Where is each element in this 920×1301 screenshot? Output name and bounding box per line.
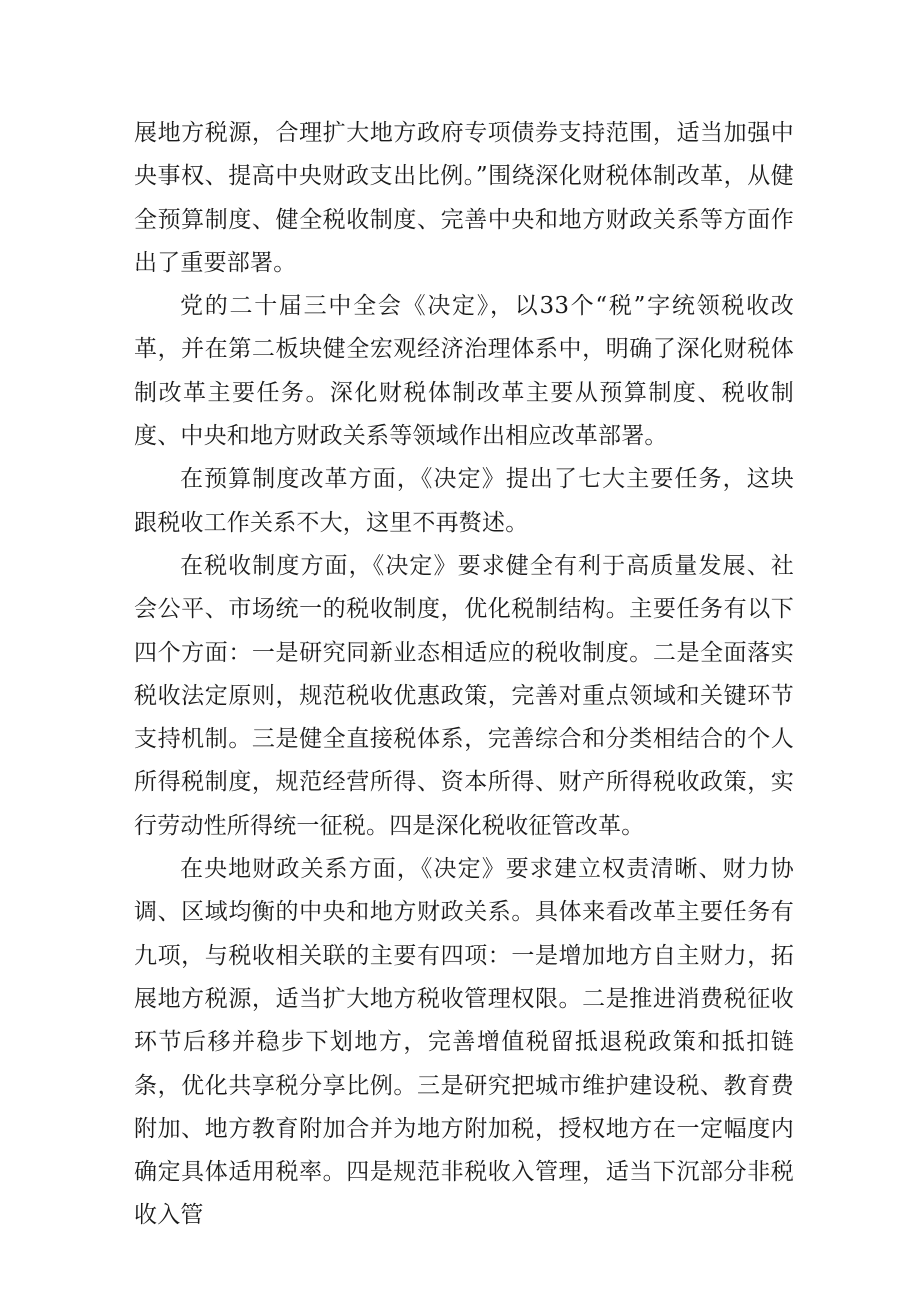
document-body <box>134 112 794 1238</box>
paragraph-continuation: 展地方税源，合理扩大地方政府专项债券支持范围，适当加强中央事权、提高中央财政支出比例。”围绕深化财税体制改革，从健全预算制度、健全税收制度、完善中央和地方财政关系等方面作出了重要部署。 <box>134 120 794 276</box>
paragraph-plenum-decision: 党的二十届三中全会《决定》，以33个“税”字统领税收改革，并在第二板块健全宏观经济治理体系中，明确了深化财税体制改革主要任务。深化财税体制改革主要从预算制度、税收制度、中央和地方财政关系等领域作出相应改革部署。 <box>134 293 794 450</box>
paragraph-central-local-finance: 在央地财政关系方面，《决定》要求建立权责清晰、财力协调、区域均衡的中央和地方财政关系。具体来看改革主要任务有九项，与税收相关联的主要有四项：一是增加地方自主财力，拓展地方税源，适当扩大地方税收管理权限。二是推进消费税征收环节后移并稳步下划地方，完善增值税留抵退税政策和抵扣链条，优化共享税分享比例。三是研究把城市维护建设税、教育费附加、地方教育附加合并为地方附加税，授权地方在一定幅度内确定具体适用税率。四是规范非税收入管理，适当下沉部分非税收入管 <box>134 856 794 1229</box>
paragraph-budget-reform: 在预算制度改革方面，《决定》提出了七大主要任务，这块跟税收工作关系不大，这里不再赘述。 <box>134 466 794 536</box>
paragraph-tax-system: 在税收制度方面，《决定》要求健全有利于高质量发展、社会公平、市场统一的税收制度，优化税制结构。主要任务有以下四个方面：一是研究同新业态相适应的税收制度。二是全面落实税收法定原则，规范税收优惠政策，完善对重点领域和关键环节支持机制。三是健全直接税体系，完善综合和分类相结合的个人所得税制度，规范经营所得、资本所得、财产所得税收政策，实行劳动性所得统一征税。四是深化税收征管改革。 <box>134 552 794 839</box>
